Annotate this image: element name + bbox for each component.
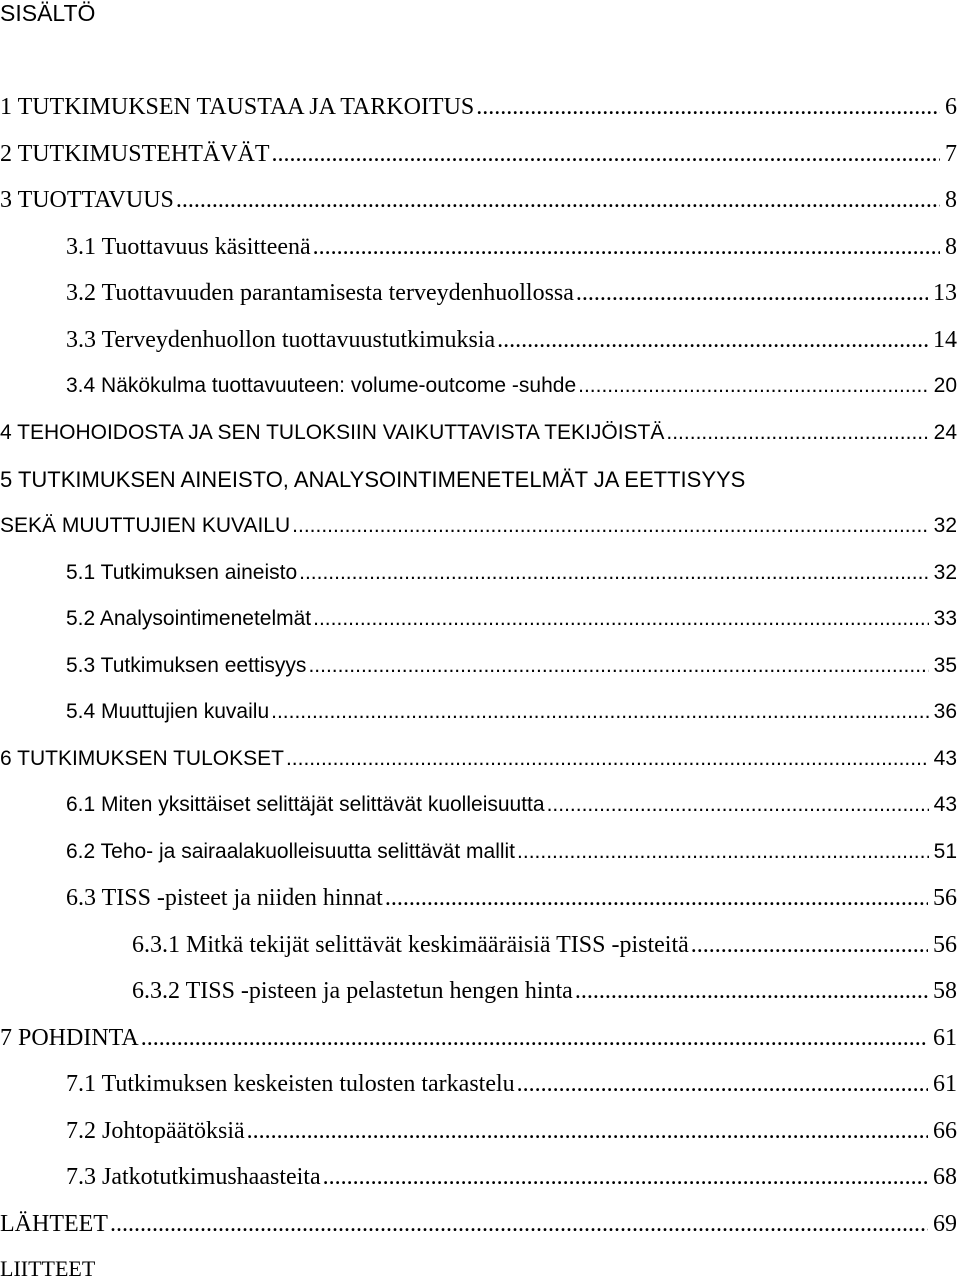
toc-page-number: 56 [933,932,957,958]
toc-page-number: 58 [933,978,957,1004]
toc-entry-label: 6.2 Teho- ja sairaalakuolleisuutta selittävät mallit [66,840,516,863]
toc-entry[interactable] [0,418,957,448]
toc-entry[interactable] [66,1069,957,1099]
toc-page-number: 43 [933,793,957,816]
toc-page-number: 56 [933,885,957,911]
toc-entry-first-line[interactable]: 5 TUTKIMUKSEN AINEISTO, ANALYSOINTIMENETELMÄT JA EETTISYYS [0,467,746,492]
toc-entry-label: 6 TUTKIMUKSEN TULOKSET [0,747,284,770]
toc-entry[interactable] [66,697,957,727]
toc-leader-dots [313,604,929,634]
toc-entry[interactable] [132,976,957,1006]
toc-leader-dots [308,651,928,681]
toc-entry-label: 5.1 Tutkimuksen aineisto [66,561,298,584]
toc-page-number: 32 [933,561,957,584]
toc-leader-dots [575,976,928,1006]
toc-entry[interactable] [66,278,957,308]
toc-leader-dots [292,511,928,541]
toc-entry[interactable] [0,511,957,541]
toc-leader-dots [323,1162,928,1192]
toc-leader-dots [517,1069,928,1099]
toc-entry[interactable] [66,790,957,820]
toc-leader-dots [272,139,940,169]
toc-leader-dots [691,930,928,960]
toc-leader-dots [497,325,928,355]
toc-entry-label: 7.3 Jatkotutkimushaasteita [66,1164,321,1190]
toc-entry-label: LÄHTEET [0,1211,108,1237]
toc-entry[interactable] [66,1162,957,1192]
toc-entry-label: 7.2 Johtopäätöksiä [66,1118,245,1144]
toc-entry-label: 6.1 Miten yksittäiset selittäjät selittävät kuolleisuutta [66,793,545,816]
toc-entry[interactable] [0,1023,957,1053]
toc-leader-dots [313,232,940,262]
toc-entry-label: SEKÄ MUUTTUJIEN KUVAILU [0,514,291,537]
toc-page-number: 13 [933,280,957,306]
toc-page-number: 8 [945,187,957,213]
toc-page-number: 43 [933,747,957,770]
toc-entry[interactable] [132,930,957,960]
toc-entry-label: 5.3 Tutkimuksen eettisyys [66,654,307,677]
toc-entry-label: 5.4 Muuttujien kuvailu [66,700,270,723]
toc-entry[interactable] [66,651,957,681]
toc-entry[interactable] [0,92,957,122]
toc-leader-dots [299,558,929,588]
toc-entry[interactable] [66,837,957,867]
toc-entry[interactable] [66,883,957,913]
toc-entry-label: 5.2 Analysointimenetelmät [66,607,312,630]
toc-page-number: 61 [933,1025,957,1051]
toc-leader-dots [476,92,940,122]
toc-page-number: 6 [945,94,957,120]
toc-entry-label: 6.3.2 TISS -pisteen ja pelastetun hengen hinta [132,978,573,1004]
toc-entry-label: 3.3 Terveydenhuollon tuottavuustutkimuksia [66,327,496,353]
toc-entry[interactable] [0,744,957,774]
toc-entry-label: 3 TUOTTAVUUS [0,187,174,213]
toc-leader-dots [286,744,929,774]
toc-page-number: 68 [933,1164,957,1190]
toc-page-number: 66 [933,1118,957,1144]
toc-entry-label: 7 POHDINTA [0,1025,139,1051]
toc-page-number: 8 [945,234,957,260]
toc-page-number: 36 [933,700,957,723]
toc-page-number: 20 [933,374,957,397]
toc-entry-label: 3.2 Tuottavuuden parantamisesta terveydenhuollossa [66,280,574,306]
toc-entry[interactable] [0,185,957,215]
toc-entry[interactable] [66,325,957,355]
toc-entry-label: 3.4 Näkökulma tuottavuuteen: volume-outcome -suhde [66,374,577,397]
toc-page-number: 24 [933,421,957,444]
toc-page-number: 33 [933,607,957,630]
toc-entry[interactable] [66,1116,957,1146]
toc-entry-label: 2 TUTKIMUSTEHTÄVÄT [0,141,270,167]
toc-entry[interactable] [66,232,957,262]
toc-leader-dots [517,837,929,867]
toc-leader-dots [141,1023,928,1053]
toc-page-number: 7 [945,141,957,167]
toc-page-number: 14 [933,327,957,353]
toc-leader-dots [247,1116,928,1146]
toc-entry[interactable] [66,371,957,401]
toc-entry-label[interactable]: LIITTEET [0,1256,96,1281]
toc-page-number: 51 [933,840,957,863]
toc-leader-dots [576,278,928,308]
toc-entry[interactable] [66,604,957,634]
toc-entry-label: 4 TEHOHOIDOSTA JA SEN TULOKSIIN VAIKUTTAVISTA TEKIJÖISTÄ [0,421,665,444]
toc-entry[interactable] [66,558,957,588]
toc-leader-dots [110,1209,928,1239]
toc-page-number: 32 [933,514,957,537]
toc-entry[interactable] [0,139,957,169]
toc-leader-dots [578,371,929,401]
toc-leader-dots [666,418,928,448]
toc-leader-dots [176,185,940,215]
page-title: SISÄLTÖ [0,0,96,26]
toc-entry-label: 1 TUTKIMUKSEN TAUSTAA JA TARKOITUS [0,94,475,120]
toc-leader-dots [385,883,928,913]
toc-entry-label: 6.3.1 Mitkä tekijät selittävät keskimääräisiä TISS -pisteitä [132,932,689,958]
toc-page-number: 69 [933,1211,957,1237]
toc-page-number: 61 [933,1071,957,1097]
toc-page-number: 35 [933,654,957,677]
toc-entry-label: 7.1 Tutkimuksen keskeisten tulosten tarkastelu [66,1071,515,1097]
toc-leader-dots [547,790,929,820]
toc-entry-label: 3.1 Tuottavuus käsitteenä [66,234,311,260]
toc-entry[interactable] [0,1209,957,1239]
toc-leader-dots [271,697,929,727]
toc-entry-label: 6.3 TISS -pisteet ja niiden hinnat [66,885,383,911]
